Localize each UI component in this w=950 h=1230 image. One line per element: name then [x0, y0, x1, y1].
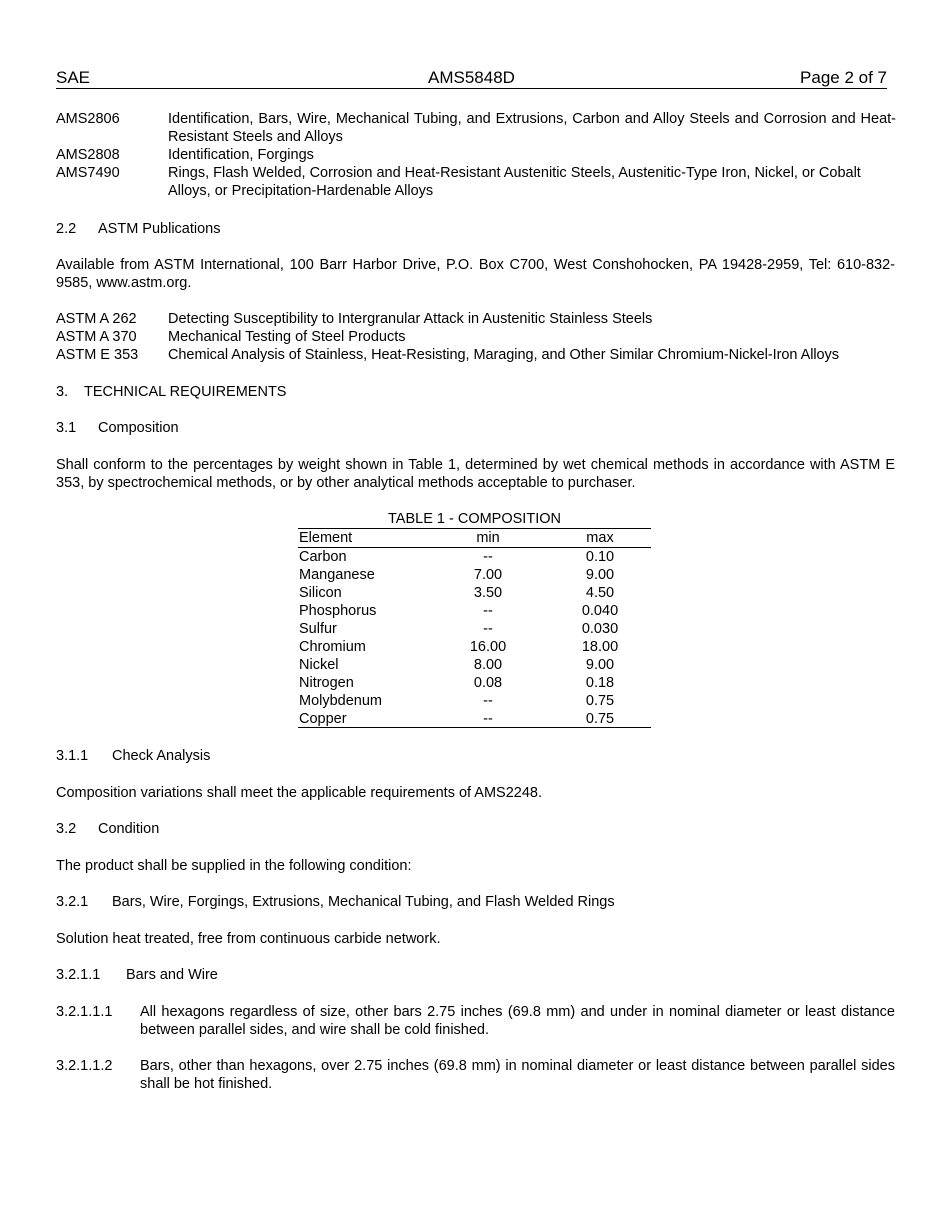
table-row: [298, 674, 651, 692]
ref-desc: Detecting Susceptibility to Intergranular Attack in Austenitic Stainless Steels: [168, 311, 653, 327]
cell-max: 0.18: [585, 675, 615, 691]
cell-max: 4.50: [585, 585, 615, 601]
section-number: 3.2: [56, 821, 77, 837]
table-row: [298, 548, 651, 566]
section-number: 3.: [56, 384, 69, 400]
table-row: [298, 584, 651, 602]
ref-code: ASTM A 370: [56, 329, 137, 345]
cell-min: --: [483, 549, 493, 565]
clause-text: Bars, other than hexagons, over 2.75 inches (69.8 mm) in nominal diameter or least distance between parallel sides shall be hot finished.: [140, 1058, 895, 1092]
clause-3-2-1-1-1: [56, 1003, 895, 1039]
cell-element: Molybdenum: [299, 693, 383, 709]
cell-max: 0.10: [585, 549, 615, 565]
table-row: [298, 638, 651, 656]
clause-text: All hexagons regardless of size, other bars 2.75 inches (69.8 mm) and under in nominal diameter or least distance between parallel sides, and wire shall be cold finished.: [140, 1004, 895, 1038]
cell-max: 0.030: [581, 621, 619, 637]
section-title: TECHNICAL REQUIREMENTS: [84, 384, 287, 400]
composition-paragraph: Shall conform to the percentages by weight shown in Table 1, determined by wet chemical methods in accordance with ASTM E 353, by spectrochemical methods, or by other analytical methods acceptable to purchaser.: [56, 457, 895, 491]
cell-min: --: [483, 621, 493, 637]
ref-code: AMS2808: [56, 147, 120, 163]
ref-row: [56, 146, 896, 164]
ref-desc: Identification, Forgings: [168, 147, 314, 163]
header-page-number: Page 2 of 7: [800, 68, 887, 87]
section-title: Composition: [98, 420, 179, 436]
section-number: 3.2.1: [56, 894, 89, 910]
table-row: [298, 566, 651, 584]
ref-desc: Chemical Analysis of Stainless, Heat-Resisting, Maraging, and Other Similar Chromium-Nickel-Iron Alloys: [168, 347, 839, 363]
ref-desc: Identification, Bars, Wire, Mechanical Tubing, and Extrusions, Carbon and Alloy Steels and Corrosion and Heat-Resistant Steels and Alloys: [168, 111, 896, 145]
cell-element: Chromium: [299, 639, 366, 655]
cell-element: Nickel: [299, 657, 339, 673]
section-heading-3: [56, 383, 456, 401]
section-heading-3-2-1-1: [56, 966, 456, 984]
page-header: [56, 68, 887, 89]
astm-availability-paragraph: Available from ASTM International, 100 Barr Harbor Drive, P.O. Box C700, West Conshohocken, PA 19428-2959, Tel: 610-832-9585, www.astm.org.: [56, 257, 895, 291]
cell-element: Nitrogen: [299, 675, 354, 691]
table-row: [298, 692, 651, 710]
table-title: TABLE 1 - COMPOSITION: [388, 511, 561, 527]
cell-max: 0.75: [585, 711, 615, 727]
clause-number: 3.2.1.1.1: [56, 1004, 113, 1020]
cell-max: 0.75: [585, 693, 615, 709]
ref-code: ASTM E 353: [56, 347, 139, 363]
cell-element: Sulfur: [299, 621, 337, 637]
section-heading-3-2: [56, 820, 456, 838]
cell-max: 0.040: [581, 603, 619, 619]
table-row: [298, 620, 651, 638]
ref-code: AMS7490: [56, 165, 120, 181]
cell-min: 7.00: [473, 567, 503, 583]
cell-max: 9.00: [585, 657, 615, 673]
ref-code: AMS2806: [56, 111, 120, 127]
cell-element: Phosphorus: [299, 603, 377, 619]
section-heading-3-1: [56, 419, 456, 437]
column-header-element: Element: [299, 530, 353, 546]
section-title: Bars and Wire: [126, 967, 218, 983]
ref-row: [56, 110, 896, 146]
solution-paragraph: Solution heat treated, free from continuous carbide network.: [56, 931, 441, 947]
section-title: Condition: [98, 821, 160, 837]
table-row: [298, 710, 651, 728]
table-rule-bottom: [298, 727, 651, 728]
cell-min: --: [483, 603, 493, 619]
section-title: Check Analysis: [112, 748, 211, 764]
cell-element: Carbon: [299, 549, 347, 565]
clause-3-2-1-1-2: [56, 1057, 895, 1093]
ref-row: [56, 346, 896, 364]
section-heading-2-2: [56, 220, 456, 238]
section-heading-3-1-1: [56, 747, 456, 765]
table-header-row: [298, 529, 651, 547]
cell-min: 0.08: [473, 675, 503, 691]
cell-min: 3.50: [473, 585, 503, 601]
condition-paragraph: The product shall be supplied in the following condition:: [56, 858, 412, 874]
header-doc-number: AMS5848D: [428, 68, 515, 87]
ref-row: [56, 310, 896, 328]
section-title: ASTM Publications: [98, 221, 221, 237]
cell-max: 18.00: [581, 639, 619, 655]
column-header-min: min: [476, 530, 500, 546]
section-title: Bars, Wire, Forgings, Extrusions, Mechanical Tubing, and Flash Welded Rings: [112, 894, 615, 910]
column-header-max: max: [586, 530, 614, 546]
cell-min: --: [483, 693, 493, 709]
clause-number: 3.2.1.1.2: [56, 1058, 113, 1074]
section-number: 3.1.1: [56, 748, 89, 764]
cell-min: 8.00: [473, 657, 503, 673]
ref-row: [56, 328, 896, 346]
ref-desc: Rings, Flash Welded, Corrosion and Heat-Resistant Austenitic Steels, Austenitic-Type Iron, Nickel, or Cobalt Alloys, or Precipitation-Hardenable Alloys: [168, 165, 861, 199]
section-number: 3.2.1.1: [56, 967, 101, 983]
cell-element: Manganese: [299, 567, 375, 583]
cell-max: 9.00: [585, 567, 615, 583]
header-org: SAE: [56, 68, 91, 87]
table-row: [298, 656, 651, 674]
cell-min: 16.00: [469, 639, 507, 655]
cell-min: --: [483, 711, 493, 727]
cell-element: Silicon: [299, 585, 342, 601]
check-analysis-paragraph: Composition variations shall meet the applicable requirements of AMS2248.: [56, 785, 543, 801]
ref-code: ASTM A 262: [56, 311, 137, 327]
section-number: 2.2: [56, 221, 77, 237]
composition-table: [298, 510, 651, 730]
section-number: 3.1: [56, 420, 77, 436]
section-heading-3-2-1: [56, 893, 895, 911]
cell-element: Copper: [299, 711, 347, 727]
table-row: [298, 602, 651, 620]
ref-desc: Mechanical Testing of Steel Products: [168, 329, 406, 345]
ref-row: [56, 164, 896, 200]
